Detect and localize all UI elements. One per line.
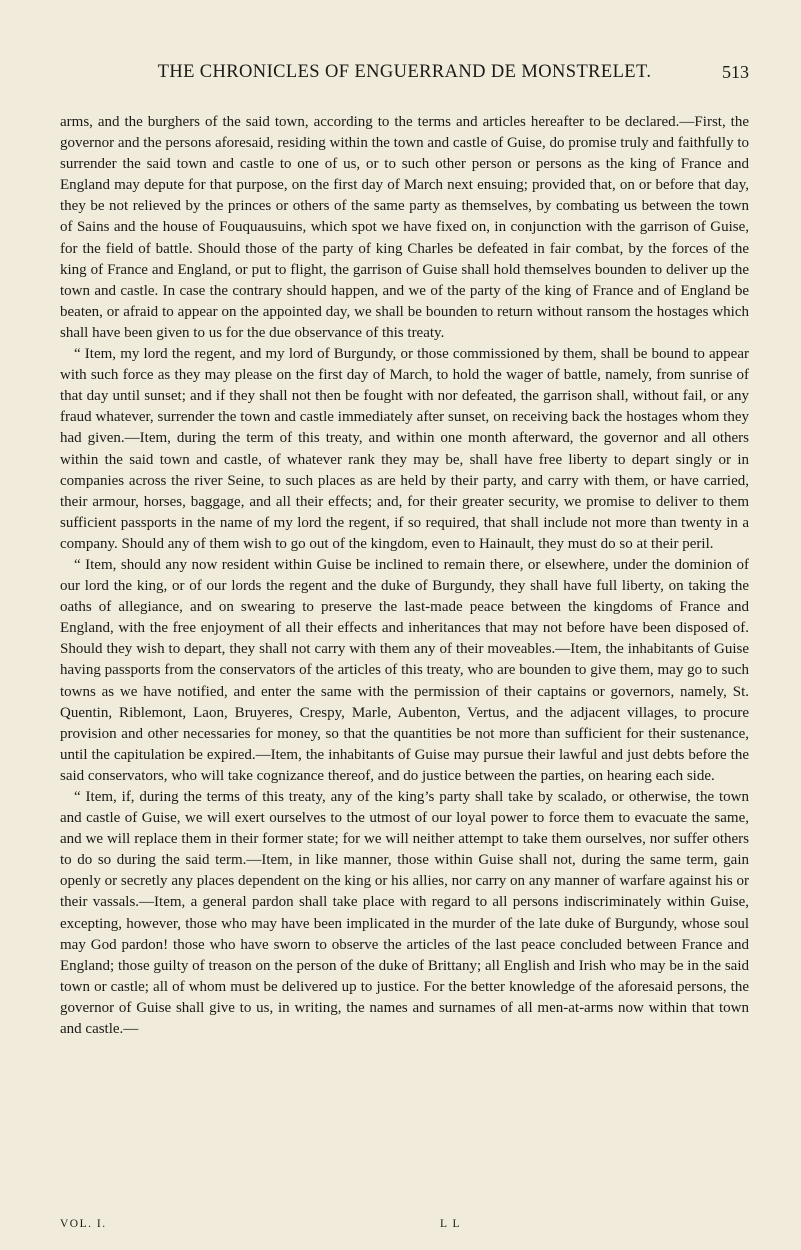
body-text [60, 112, 749, 1040]
volume-label: VOL. I. [60, 1218, 107, 1230]
running-header [60, 62, 749, 86]
paragraph-1: arms, and the burghers of the said town, according to the terms and articles hereafter to be declared.—First, the governor and the persons aforesaid, residing within the town and castle of Guise, do promise truly and faithfully to surrender the said town and castle to one of us, or to such other person or persons as the king of France and England may depute for that purpose, on the first day of March next ensuing; provided that, on or before that day, they be not relieved by the princes or others of the same party as themselves, by combating us between the town of Sains and the house of Fouquausuins, which spot we have fixed on, in conjunction with the garrison of Guise, for the field of battle. Should those of the party of king Charles be defeated in fair combat, by the forces of the king of France and England, or put to flight, the garrison of Guise shall hold themselves bounden to deliver up the town and castle. In case the contrary should happen, and we of the party of the king of France and of England be beaten, or afraid to appear on the appointed day, we shall be bounden to return without ransom the hostages which shall have been given to us for the due observance of this treaty. [60, 114, 750, 341]
page-footer [0, 1218, 801, 1236]
page-number: 513 [722, 62, 749, 82]
running-title: THE CHRONICLES OF ENGUERRAND DE MONSTRELET. [157, 62, 652, 82]
paragraph-4: “ Item, if, during the terms of this treaty, any of the king’s party shall take by scalado, or otherwise, the town and castle of Guise, we will exert ourselves to the utmost of our loyal power to force them to evacuate the same, and we will replace them in their former state; for we will neither attempt to take them ourselves, nor suffer others to do so during the said term.—Item, in like manner, those within Guise shall not, during the same term, gain openly or secretly any places dependent on the king or his allies, nor carry on any manner of warfare against his or their vassals.—Item, a general pardon shall take place with regard to all persons indiscriminately within Guise, excepting, however, those who may have been implicated in the murder of the late duke of Burgundy, whose soul may God pardon! those who have sworn to observe the articles of the last peace concluded between France and England; those guilty of treason on the person of the duke of Brittany; all English and Irish who may be in the said town or castle; all of whom must be delivered up to justice. For the better knowledge of the aforesaid persons, the governor of Guise shall give to us, in writing, the names and surnames of all men-at-arms now within that town and castle.— [60, 789, 749, 1038]
paragraph-3: “ Item, should any now resident within Guise be inclined to remain there, or elsewhere, under the dominion of our lord the king, or of our lords the regent and the duke of Burgundy, they shall have full liberty, on taking the oaths of allegiance, and on swearing to preserve the last-made peace between the kingdoms of France and England, with the free enjoyment of all their effects and inheritances that may not before have been disposed of. Should they wish to depart, they shall not carry with them any of their moveables.—Item, the inhabitants of Guise having passports from the conservators of the articles of this treaty, who are bounden to give them, may go to such towns as we have notified, and enter the same with the permission of their captains or governors, namely, St. Quentin, Riblemont, Laon, Bruyeres, Crespy, Marle, Aubenton, Vertus, and the adjacent villages, to procure provision and other necessaries for money, so that the quantities be not more than sufficient for their sustenance, until the capitulation be expired.—Item, the inhabitants of Guise may pursue their lawful and just debts before the said conservators, who will take cognizance thereof, and do justice between the parties, on hearing each side. [60, 556, 749, 784]
signature-mark: L L [440, 1218, 461, 1230]
paragraph-2: “ Item, my lord the regent, and my lord of Burgundy, or those commissioned by them, shall be bound to appear with such force as they may please on the first day of March, to hold the wager of battle, namely, from sunrise of that day until sunset; and if they shall not then be fought with nor defeated, the garrison shall, without fail, or any fraud whatever, surrender the town and castle immediately after sunset, on receiving back the hostages whom they had given.—Item, during the term of this treaty, and within one month afterward, the governor and all others within the said town and castle, of whatever rank they may be, shall have free liberty to depart singly or in companies across the river Seine, to such places as are held by their party, and carry with them, or have carried, their armour, horses, baggage, and all their effects; and, for their greater security, we promise to deliver to them sufficient passports in the name of my lord the regent, if so required, that shall include not more than twenty in a company. Should any of them wish to go out of the kingdom, even to Hainault, they must do so at their peril. [60, 346, 749, 552]
